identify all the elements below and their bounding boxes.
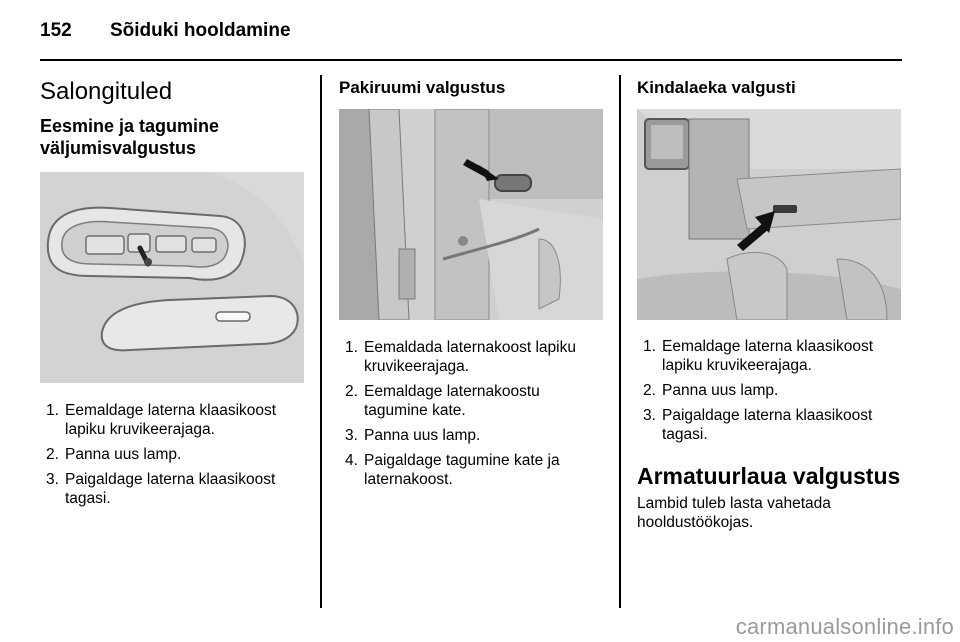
list-item — [637, 406, 901, 444]
step-number: 2. — [643, 382, 656, 399]
step-text: tagasi. — [662, 426, 708, 443]
column-2 — [339, 75, 603, 495]
door-courtesy-light-illustration — [40, 172, 304, 383]
subsection-title-line: väljumisvalgustus — [40, 138, 197, 158]
step-text: Eemaldage laterna klaasikoost — [662, 338, 874, 355]
step-text: Panna uus lamp. — [662, 382, 779, 399]
step-text: tagasi. — [65, 490, 111, 507]
step-number: 3. — [46, 471, 59, 488]
list-item — [40, 445, 304, 464]
section-title-armatuurlaua-valgustus: Armatuurlaua valgustus — [637, 463, 901, 489]
page-number: 152 — [40, 20, 72, 41]
subsection-title-valjumisvalgustus — [40, 115, 304, 159]
steps-list-col1 — [40, 401, 304, 508]
step-number: 2. — [345, 383, 358, 400]
watermark: carmanualsonline.info — [735, 614, 954, 639]
step-text: Panna uus lamp. — [364, 427, 481, 444]
body-paragraph — [637, 494, 901, 532]
list-item — [40, 470, 304, 508]
step-text: lapiku kruvikeerajaga. — [662, 357, 812, 374]
list-item — [339, 451, 603, 489]
step-number: 1. — [345, 339, 358, 356]
step-text: Eemaldage laterna klaasikoost — [65, 402, 277, 419]
column-1 — [40, 75, 304, 514]
section-title-pakiruumi-valgustus: Pakiruumi valgustus — [339, 78, 506, 97]
list-item — [637, 337, 901, 375]
step-text: Paigaldage tagumine kate ja — [364, 452, 560, 469]
step-number: 3. — [643, 407, 656, 424]
step-text: tagumine kate. — [364, 402, 466, 419]
body-text-line: Lambid tuleb lasta vahetada — [637, 495, 831, 512]
step-number: 3. — [345, 427, 358, 444]
list-item — [339, 338, 603, 376]
glovebox-light-illustration — [637, 109, 901, 320]
step-text: Paigaldage laterna klaasikoost — [65, 471, 276, 488]
section-title-kindalaeka-valgusti: Kindalaeka valgusti — [637, 78, 796, 97]
step-text: kruvikeerajaga. — [364, 358, 470, 375]
step-text: lapiku kruvikeerajaga. — [65, 421, 215, 438]
step-number: 1. — [46, 402, 59, 419]
page-header — [40, 20, 291, 50]
list-item — [339, 382, 603, 420]
list-item — [637, 381, 901, 400]
chapter-title: Sõiduki hooldamine — [110, 20, 291, 41]
column-3 — [637, 75, 901, 532]
step-number: 1. — [643, 338, 656, 355]
step-text: Panna uus lamp. — [65, 446, 182, 463]
header-rule — [40, 59, 902, 61]
cargo-light-illustration — [339, 109, 603, 320]
steps-list-col2 — [339, 338, 603, 489]
step-text: Paigaldage laterna klaasikoost — [662, 407, 873, 424]
step-text: laternakoost. — [364, 471, 453, 488]
step-text: Eemaldage laternakoostu — [364, 383, 540, 400]
column-divider-2 — [619, 75, 621, 608]
column-divider-1 — [320, 75, 322, 608]
section-title-salongituled: Salongituled — [40, 78, 173, 105]
subsection-title-line: Eesmine ja tagumine — [40, 116, 220, 136]
step-number: 2. — [46, 446, 59, 463]
steps-list-col3 — [637, 337, 901, 444]
step-number: 4. — [345, 452, 358, 469]
step-text: Eemaldada laternakoost lapiku — [364, 339, 576, 356]
list-item — [339, 426, 603, 445]
body-text-line: hooldustöökojas. — [637, 514, 754, 531]
list-item — [40, 401, 304, 439]
